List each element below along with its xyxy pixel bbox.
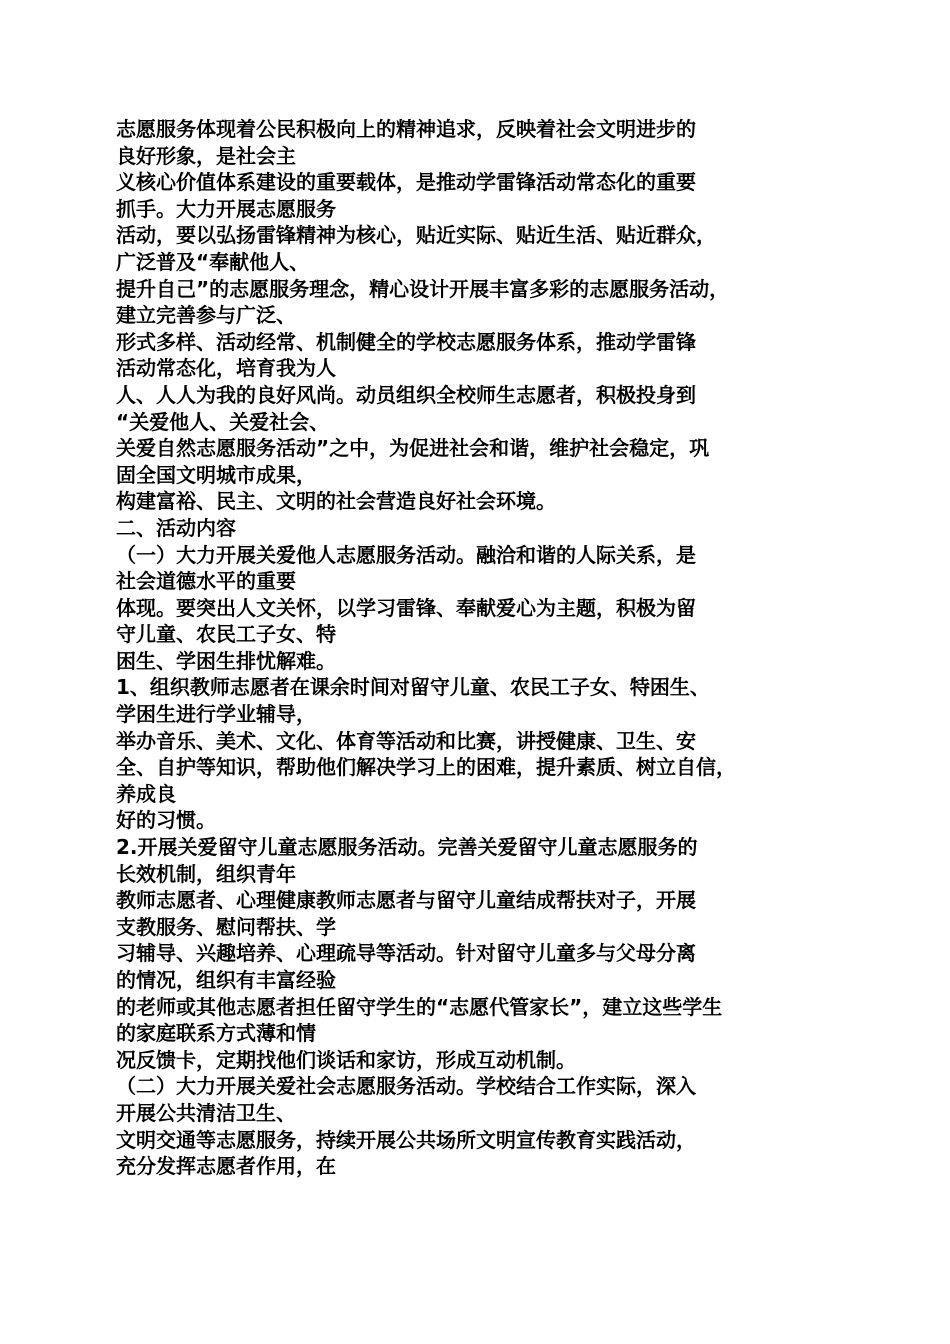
text-line: （二）大力开展关爱社会志愿服务活动。学校结合工作实际，深入: [116, 1074, 696, 1099]
text-line: 困生、学困生排忧解难。: [116, 648, 336, 673]
text-line: 长效机制，组织青年: [116, 861, 296, 886]
text-line: 形式多样、活动经常、机制健全的学校志愿服务体系，推动学雷锋: [116, 329, 696, 354]
text-line: 开展公共清洁卫生、: [116, 1100, 296, 1125]
text-line: 充分发挥志愿者作用，在: [116, 1154, 336, 1179]
text-line: 举办音乐、美术、文化、体育等活动和比赛，讲授健康、卫生、安: [116, 728, 696, 753]
text-line: 守儿童、农民工子女、特: [116, 622, 336, 647]
text-line: 构建富裕、民主、文明的社会营造良好社会环境。: [116, 489, 556, 514]
text-line: 关爱自然志愿服务活动”之中，为促进社会和谐，维护社会稳定，巩: [116, 436, 710, 461]
text-line: “关爱他人、关爱社会、: [116, 409, 330, 434]
text-line: 社会道德水平的重要: [116, 569, 296, 594]
text-line: 况反馈卡，定期找他们谈话和家访，形成互动机制。: [116, 1047, 576, 1072]
text-line: 支教服务、慰问帮扶、学: [116, 914, 336, 939]
text-line: 固全国文明城市成果，: [116, 462, 316, 487]
text-line: 的老师或其他志愿者担任留守学生的“志愿代管家长”，建立这些学生: [116, 994, 723, 1019]
text-line: 好的习惯。: [116, 808, 216, 833]
text-line: 义核心价值体系建设的重要载体，是推动学雷锋活动常态化的重要: [116, 170, 696, 195]
section-heading: 二、活动内容: [116, 515, 236, 540]
text-line: 全、自护等知识，帮助他们解决学习上的困难，提升素质、树立自信，: [116, 755, 736, 780]
document-body: [116, 116, 856, 1180]
text-line: 活动，要以弘扬雷锋精神为核心，贴近实际、贴近生活、贴近群众，: [116, 223, 716, 248]
text-line: 1、组织教师志愿者在课余时间对留守儿童、农民工子女、特困生、: [116, 675, 710, 700]
text-line: 志愿服务体现着公民积极向上的精神追求，反映着社会文明进步的: [116, 117, 696, 141]
text-line: 的家庭联系方式薄和情: [116, 1021, 316, 1046]
text-line: 学困生进行学业辅导，: [116, 702, 316, 727]
text-line: 教师志愿者、心理健康教师志愿者与留守儿童结成帮扶对子，开展: [116, 888, 696, 913]
text-line: 2.开展关爱留守儿童志愿服务活动。完善关爱留守儿童志愿服务的: [116, 835, 698, 860]
text-line: 建立完善参与广泛、: [116, 303, 296, 328]
text-line: 良好形象，是社会主: [116, 143, 296, 168]
text-line: 人、人人为我的良好风尚。动员组织全校师生志愿者，积极投身到: [116, 382, 696, 407]
text-line: 抓手。大力开展志愿服务: [116, 196, 336, 221]
text-line: 习辅导、兴趣培养、心理疏导等活动。针对留守儿童多与父母分离: [116, 941, 696, 966]
text-line: （一）大力开展关爱他人志愿服务活动。融洽和谐的人际关系，是: [116, 542, 696, 567]
text-line: 体现。要突出人文关怀，以学习雷锋、奉献爱心为主题，积极为留: [116, 595, 696, 620]
text-line: 的情况，组织有丰富经验: [116, 968, 336, 992]
text-line: 提升自己”的志愿服务理念，精心设计开展丰富多彩的志愿服务活动，: [116, 276, 730, 301]
text-line: 养成良: [116, 781, 176, 806]
text-line: 活动常态化，培育我为人: [116, 356, 336, 381]
text-line: 广泛普及“奉献他人、: [116, 249, 310, 274]
text-line: 文明交通等志愿服务，持续开展公共场所文明宣传教育实践活动，: [116, 1127, 696, 1152]
